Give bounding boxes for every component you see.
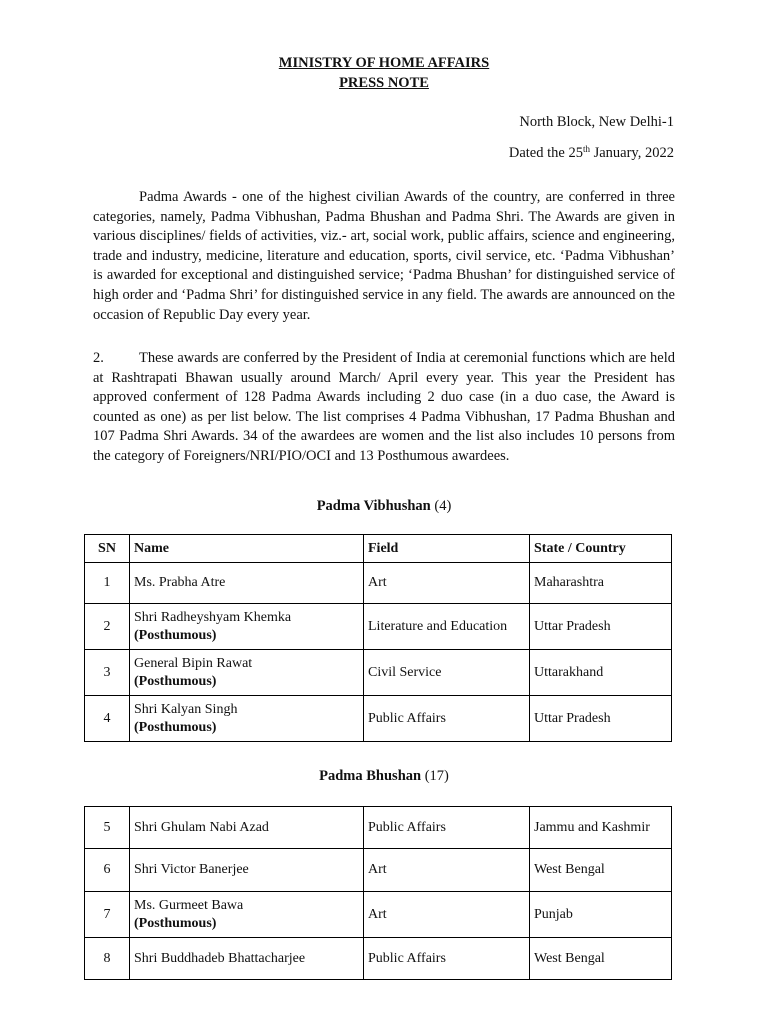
column-header-name: Name [130,535,364,563]
row-sn: 8 [85,938,130,980]
row-field: Public Affairs [364,696,530,742]
row-field: Public Affairs [364,938,530,980]
posthumous-note: (Posthumous) [134,719,217,735]
vibhushan-title: Padma Vibhushan [316,498,431,514]
table-row [85,938,672,980]
row-state: Uttar Pradesh [530,604,672,650]
table-row [85,807,672,849]
vibhushan-table [84,534,672,742]
row-state: Uttar Pradesh [530,696,672,742]
column-header-sn: SN [85,535,130,563]
vibhushan-count: (4) [430,498,452,514]
row-sn: 4 [85,696,130,742]
bhushan-section-title [0,768,768,785]
row-field: Public Affairs [364,807,530,849]
date-rest: January, 2022 [589,145,674,161]
posthumous-note: (Posthumous) [134,673,217,689]
table-row [85,892,672,938]
date-prefix: Dated the 25 [508,145,583,161]
row-state: West Bengal [530,849,672,892]
awardee-name: Ms. Prabha Atre [134,575,226,590]
awards-paragraph [93,349,675,467]
awards-paragraph-text: These awards are conferred by the President of India at ceremonial functions which are held at Rashtrapati Bhawan usually around March/ April every year. This year the President has approved conferment of 128 Padma Awards including 2 duo case (in a duo case, the Award is counted as one) as per list below. The list comprises 4 Padma Vibhushan, 17 Padma Bhushan and 107 Padma Shri Awards. 34 of the awardees are women and the list also includes 10 persons from the category of Foreigners/NRI/PIO/OCI and 13 Posthumous awardees. [93,350,675,464]
awardee-name: Ms. Gurmeet Bawa [134,897,244,913]
table-row [85,604,672,650]
bhushan-table [84,806,672,980]
row-field: Art [364,563,530,604]
awardee-name: Shri Victor Banerjee [134,862,249,877]
row-name [130,807,364,849]
row-state: Uttarakhand [530,650,672,696]
table-row [85,650,672,696]
paragraph-number: 2. [93,350,104,366]
awardee-name: Shri Radheyshyam Khemka [134,609,292,625]
press-note-heading: PRESS NOTE [339,75,429,91]
bhushan-count: (17) [421,768,449,784]
column-header-field: Field [364,535,530,563]
vibhushan-section-title [0,498,768,515]
awardee-name: Shri Kalyan Singh [134,701,238,717]
row-field: Literature and Education [364,604,530,650]
row-sn: 1 [85,563,130,604]
row-sn: 6 [85,849,130,892]
address-line: North Block, New Delhi-1 [519,114,674,130]
row-sn: 3 [85,650,130,696]
table-row [85,849,672,892]
row-name [130,650,364,696]
table-row [85,563,672,604]
date-line [509,145,674,162]
awardee-name: General Bipin Rawat [134,655,253,671]
ministry-heading: MINISTRY OF HOME AFFAIRS [278,55,490,71]
row-name [130,604,364,650]
bhushan-title: Padma Bhushan [319,768,422,784]
row-field: Art [364,892,530,938]
posthumous-note: (Posthumous) [134,915,217,931]
row-name [130,849,364,892]
row-sn: 5 [85,807,130,849]
posthumous-note: (Posthumous) [134,627,217,643]
row-name [130,938,364,980]
row-field: Civil Service [364,650,530,696]
row-state: Jammu and Kashmir [530,807,672,849]
table-header-row [85,535,672,563]
row-state: Maharashtra [530,563,672,604]
row-name [130,563,364,604]
row-field: Art [364,849,530,892]
row-sn: 7 [85,892,130,938]
row-state: Punjab [530,892,672,938]
row-state: West Bengal [530,938,672,980]
awardee-name: Shri Ghulam Nabi Azad [134,819,269,835]
intro-paragraph: Padma Awards - one of the highest civilian Awards of the country, are conferred in three categories, namely, Padma Vibhushan, Padma Bhushan and Padma Shri. The Awards are given in various disciplines/ fields of activities, viz.- art, social work, public affairs, science and engineering, trade and industry, medicine, literature and education, sports, civil service, etc. ‘Padma Vibhushan’ is awarded for exceptional and distinguished service; ‘Padma Bhushan’ for distinguished service of high order and ‘Padma Shri’ for distinguished service in any field. The awards are announced on the occasion of Republic Day every year. [93,189,675,323]
row-sn: 2 [85,604,130,650]
row-name [130,892,364,938]
table-row [85,696,672,742]
row-name [130,696,364,742]
column-header-state: State / Country [530,535,672,563]
awardee-name: Shri Buddhadeb Bhattacharjee [134,950,306,966]
date-suffix: th [582,144,590,154]
